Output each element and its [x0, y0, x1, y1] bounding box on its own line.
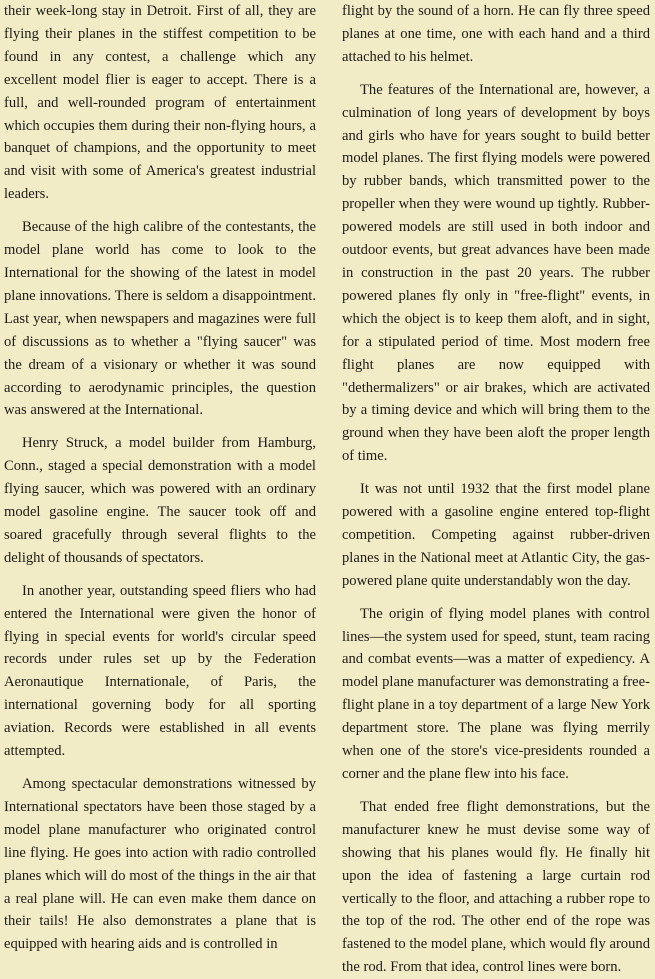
paragraph-left-5: Among spectacular demonstrations witnessed by International spectators have been those staged by a model plane manufacturer who originated control line flying. He goes into action with radio controlled planes which will do most of the things in the air that a real plane will. He can even make them dance on their tails! He also demonstrates a plane that is equipped with hearing aids and is controlled in — [4, 776, 316, 953]
right-column — [342, 0, 650, 979]
left-column — [4, 0, 316, 956]
paragraph-left-4: In another year, outstanding speed fliers who had entered the International were given the honor of flying in special events for world's circular speed records under rules set up by the Federation Aeronautique Internationale, of Paris, the international governing body for all sporting aviation. Records were established in all events attempted. — [4, 582, 316, 760]
paragraph-right-5: That ended free flight demonstrations, but the manufacturer knew he must devise some way of showing that his planes would fly. He finally hit upon the idea of fastening a large curtain rod vertically to the floor, and attaching a rubber rope to the top of the rod. The other end of the rope was fastened to the model plane, which would fly around the rod. From that idea, control lines were born. — [342, 798, 650, 976]
paragraph-left-1: their week-long stay in Detroit. First of all, they are flying their planes in the stiffest competition to be found in any contest, a challenge which any excellent model flier is eager to accept. There is a full, and well-rounded program of entertainment which occupies them during their non-flying hours, a banquet of champions, and the opportunity to meet and visit with some of America's greatest industrial leaders. — [4, 3, 316, 203]
paragraph-right-1: flight by the sound of a horn. He can fly three speed planes at one time, one with each hand and a third attached to his helmet. — [342, 3, 650, 65]
paragraph-right-3: It was not until 1932 that the first model plane powered with a gasoline engine entered top-flight competition. Competing against rubber-driven planes in the National meet at Atlantic City, the gas-powered plane quite understandably won the day. — [342, 481, 650, 589]
paragraph-left-2: Because of the high calibre of the contestants, the model plane world has come to look to the International for the showing of the latest in model plane innovations. There is seldom a disappointment. Last year, when newspapers and magazines were full of discussions as to whether a "flying saucer" was the dream of a visionary or whether it was sound according to aerodynamic principles, the question was answered at the International. — [4, 219, 316, 419]
paragraph-right-2: The features of the International are, however, a culmination of long years of development by boys and girls who have for years sought to build better model planes. The first flying models were powered by rubber bands, which transmitted power to the propeller when they were wound up tightly. Rubber-powered models are still used in both indoor and outdoor events, but great advances have been made in construction in the past 20 years. The rubber powered planes fly only in "free-flight" events, in which the object is to keep them aloft, and in sight, for a stipulated period of time. Most modern free flight planes are now equipped with "dethermalizers" or air brakes, which are activated by a timing device and which will bring them to the ground when they have been aloft the proper length of time. — [342, 81, 650, 465]
paragraph-right-4: The origin of flying model planes with control lines—the system used for speed, stunt, team racing and combat events—was a matter of expediency. A model plane manufacturer was demonstrating a free-flight plane in a toy department of a large New York department store. The plane was flying merrily when one of the store's vice-presidents rounded a corner and the plane flew into his face. — [342, 605, 650, 782]
paragraph-left-3: Henry Struck, a model builder from Hamburg, Conn., staged a special demonstration with a model flying saucer, which was powered with an ordinary model gasoline engine. The saucer took off and soared gracefully through several flights to the delight of thousands of spectators. — [4, 435, 316, 566]
